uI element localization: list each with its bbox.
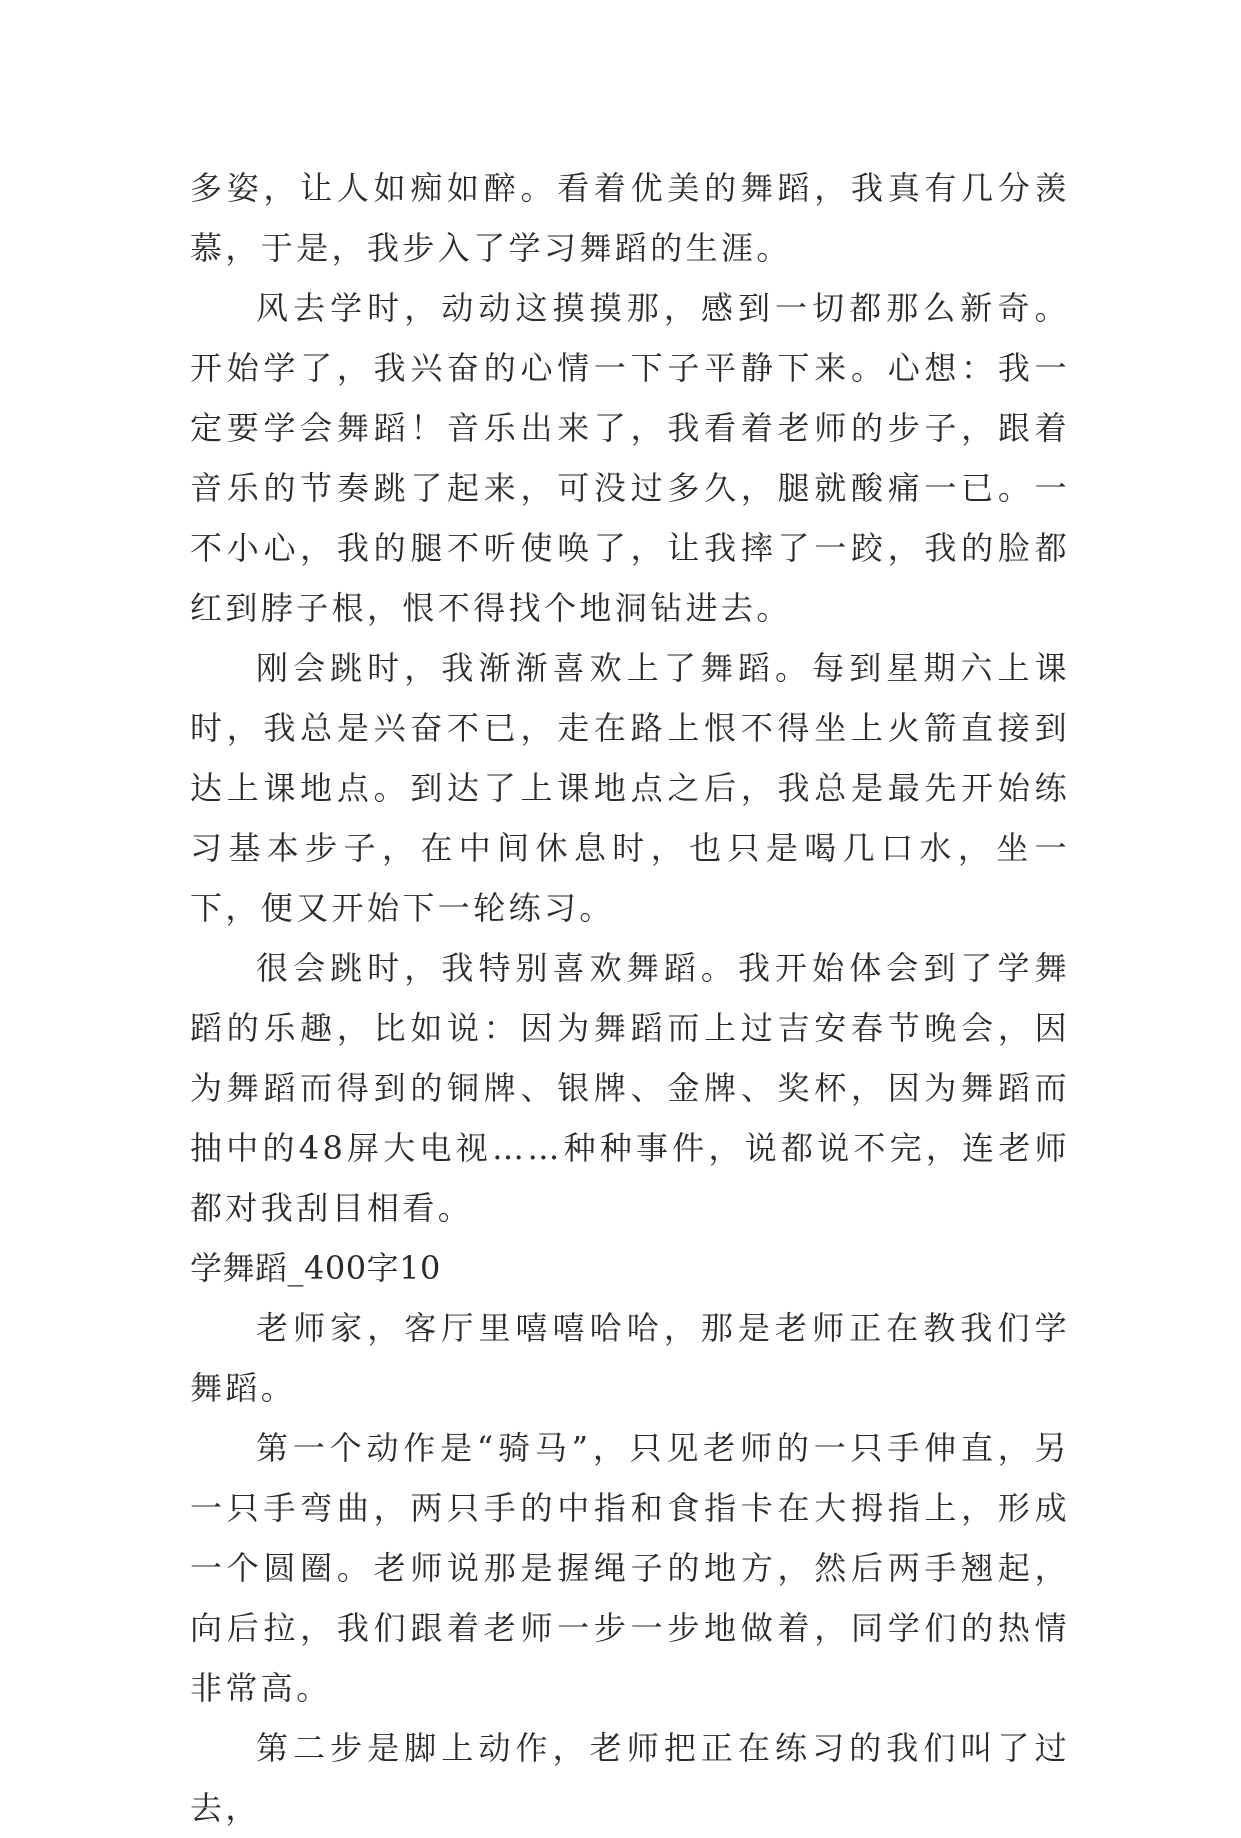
paragraph: 老师家，客厅里嘻嘻哈哈，那是老师正在教我们学舞蹈。 [190,1309,1070,1407]
paragraph: 第一个动作是“骑马”，只见老师的一只手伸直，另一只手弯曲，两只手的中指和食指卡在大拇指上，形成一个圆圈。老师说那是握绳子的地方，然后两手翘起，向后拉，我们跟着老师一步一步地做着，同学们的热情非常高。 [190,1429,1070,1707]
paragraph: 多姿，让人如痴如醉。看着优美的舞蹈，我真有几分羡慕，于是，我步入了学习舞蹈的生涯。 [190,169,1070,267]
paragraph: 刚会跳时，我渐渐喜欢上了舞蹈。每到星期六上课时，我总是兴奋不已，走在路上恨不得坐上火箭直接到达上课地点。到达了上课地点之后，我总是最先开始练习基本步子，在中间休息时，也只是喝几口水，坐一下，便又开始下一轮练习。 [190,649,1070,927]
document-body [190,158,1070,1838]
section-title: 学舞蹈_400字10 [190,1249,441,1287]
paragraph: 第二步是脚上动作，老师把正在练习的我们叫了过去， [190,1729,1070,1827]
paragraph: 风去学时，动动这摸摸那，感到一切都那么新奇。开始学了，我兴奋的心情一下子平静下来。心想：我一定要学会舞蹈！音乐出来了，我看着老师的步子，跟着音乐的节奏跳了起来，可没过多久，腿就酸痛一已。一不小心，我的腿不听使唤了，让我摔了一跤，我的脸都红到脖子根，恨不得找个地洞钻进去。 [190,289,1070,627]
paragraph: 很会跳时，我特别喜欢舞蹈。我开始体会到了学舞蹈的乐趣，比如说：因为舞蹈而上过吉安春节晚会，因为舞蹈而得到的铜牌、银牌、金牌、奖杯，因为舞蹈而抽中的48屏大电视……种种事件，说都说不完，连老师都对我刮目相看。 [190,949,1070,1227]
